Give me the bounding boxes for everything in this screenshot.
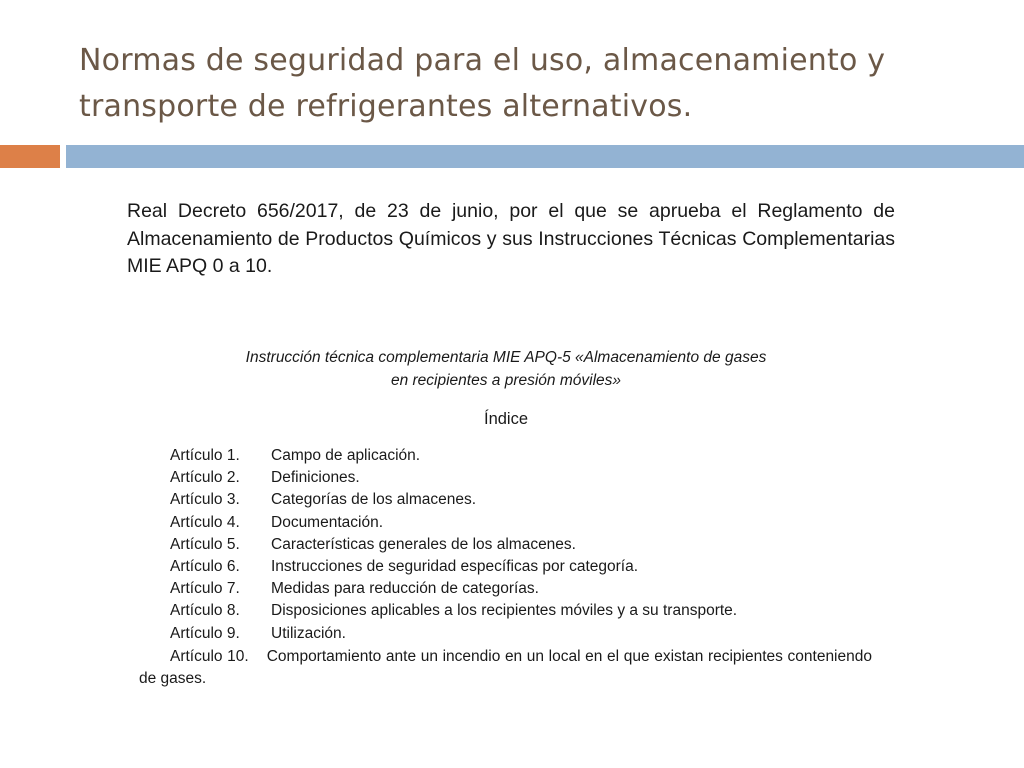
article-title: Disposiciones aplicables a los recipientes móviles y a su transporte.: [271, 602, 738, 620]
article-title: Definiciones.: [271, 469, 360, 487]
article-item: [170, 578, 870, 600]
article-title: Categorías de los almacenes.: [271, 491, 477, 509]
slide-title: Normas de seguridad para el uso, almacenamiento y transporte de refrigerantes alternativos.: [79, 43, 886, 124]
article-number: Artículo 8.: [170, 602, 240, 620]
article-number: Artículo 4.: [170, 513, 240, 531]
article-number: Artículo 7.: [170, 580, 240, 598]
instruction-title: [140, 346, 872, 392]
article-title: Comportamiento ante un incendio en un local en el que existan recipientes conteniendo de gases.: [139, 648, 872, 688]
decree-text: Real Decreto 656/2017, de 23 de junio, por el que se aprueba el Reglamento de Almacenamiento de Productos Químicos y sus Instrucciones Técnicas Complementarias MIE APQ 0 a 10.: [127, 200, 895, 277]
accent-bar-orange: [0, 145, 60, 168]
article-item: [170, 534, 870, 556]
article-title: Campo de aplicación.: [271, 447, 421, 464]
article-item: [170, 445, 870, 467]
article-title: Utilización.: [271, 624, 346, 642]
article-number: Artículo 10.: [170, 648, 249, 665]
article-title: Documentación.: [271, 513, 384, 531]
article-item: [170, 467, 870, 489]
article-item: [170, 556, 870, 578]
article-item: [170, 600, 870, 622]
article-number: Artículo 6.: [170, 558, 240, 576]
article-number: Artículo 3.: [170, 491, 240, 509]
instruction-title-line-1: Instrucción técnica complementaria MIE APQ-5 «Almacenamiento de gases: [245, 349, 767, 366]
article-number: Artículo 1.: [170, 447, 240, 464]
article-number: Artículo 5.: [170, 535, 240, 553]
article-item: [170, 489, 870, 511]
article-title: Características generales de los almacenes.: [271, 535, 576, 553]
article-item: [170, 512, 870, 534]
instruction-title-line-2: en recipientes a presión móviles»: [390, 372, 622, 389]
article-title: Medidas para reducción de categorías.: [271, 580, 539, 598]
accent-bar-blue: [66, 145, 1024, 168]
index-heading: Índice: [483, 410, 529, 428]
article-list: [170, 445, 870, 645]
article-title: Instrucciones de seguridad específicas por categoría.: [271, 558, 639, 576]
article-number: Artículo 2.: [170, 469, 240, 487]
article-number: Artículo 9.: [170, 624, 240, 642]
article-item: [170, 623, 870, 645]
article-item-10: [139, 646, 872, 690]
